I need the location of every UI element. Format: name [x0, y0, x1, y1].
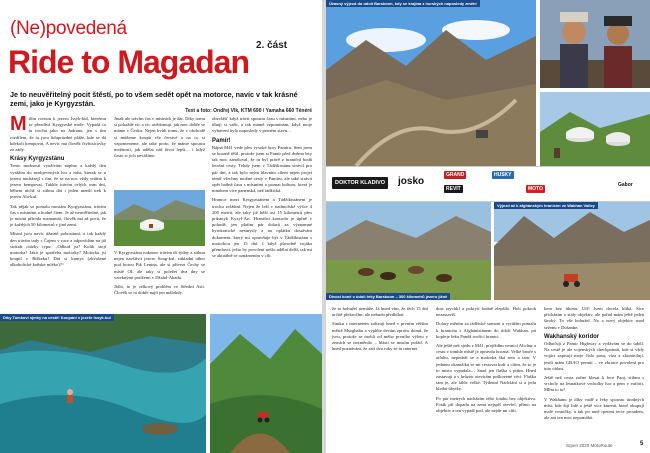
- yurt-illustration: [114, 190, 205, 246]
- horses-illustration: [326, 202, 491, 300]
- photo-caption: Úžasný výjezd do údolí Barskoon, kdy se krajina z horských naposledy změní: [326, 0, 480, 7]
- sponsor-logo: MOTO: [528, 186, 543, 192]
- lake-illustration: [0, 314, 206, 453]
- subheading: Wakhanský koridor: [544, 333, 600, 340]
- yurt-camp-photo: [540, 92, 650, 166]
- wakhan-illustration: [494, 202, 650, 300]
- text-column-r1: [332, 306, 428, 446]
- part-label: 2. část: [256, 40, 288, 51]
- mountain-road-illustration: [326, 0, 536, 166]
- paragraph: Bájná M41 vede přes vysoké hory Pamíru. Sem jsem se hrozně těšil, protože jsem si Pamír před dvěma lety tak moc zamiloval, že tu byl právě z hraniční bodů letošní cesty. Tehdy jsem v Tádžikistánu strávil pro pár dní, a tak bylo mým hlavním cílem nejen projet témiř všechny možné cesty v Pamíru, ale také strávit opět hodně času s místními a poznat kulturu, která je mnohem více panenská, než tádžická.: [212, 144, 312, 194]
- horses-photo: [326, 202, 491, 300]
- wakhan-valley-photo: [494, 202, 650, 300]
- paragraph: Dolary měním za tádžické somoni a vyrážím pomalu k hranicím s Afghánistánem do údolí Wakhan, pú kopřeje řeku Pandž tvořící hranici.: [436, 321, 536, 339]
- paragraph: Tak nějak se pomalu mostám Kyrgyzstánu, trávím čas s místními a hodně čtem. Je až neuvěřitelné, jak je místní příroda rozmanitá, člověk má až pocit, že je každých 50 kilometrů v jiné zemi.: [10, 203, 106, 228]
- article-lead: Je to neuvěřitelný pocit štěstí, po to všem sedět opět na motorce, navíc v tak krásné zemi, jako je Kyrgyzstán.: [10, 90, 298, 109]
- issue-date: Srpen 2020: [566, 443, 590, 448]
- paragraph: Hranice mezi Kyrgyzstánem a Tádžikistánem je trochu zvláštní. Nejen že leží v nadmořské výšce 4 200 metrů, ale taky již běží asi 15 kilometrů přes průsmyk Kyzyl-Art. Hraniční kontrola je úplně v pohodě, jen platím pár dolarů za významné byrokratické nesmysly a na oplátku dostávám dokument, který mi opravňuje být v Tádžikistánu s motorkou jen 15 dní. I když původně vojáka přemluvit, ježto by povolení nešlo udělat delší, tak mi se aktuálně se oznámením v cíli.: [212, 197, 312, 259]
- text-column-r3: [544, 306, 644, 440]
- right-page: [326, 0, 650, 453]
- valley-illustration: [210, 314, 322, 453]
- lake-photo: [0, 314, 206, 453]
- footer-issue: [566, 443, 613, 448]
- valley-green-photo: [210, 314, 322, 453]
- paragraph: ilím rovnou k jezeru Issyk-kul, kterému se přezdívá Kyrgyzské moře. Vypadá to tu trochu jako na Jadranu, jen s tím rozdílem, že tu jsou liduprázdné pláže, kde se dá kdekoli kempovat. A nevíc má člověk čtyřtisícovky za zády.: [10, 116, 106, 153]
- paragraph: Ještě než cesta začne klesat k řece Panj, stihnu s vrcholy na lesnatkové vrcholky hor a pem v eufórii. Mlhu to tu!: [544, 375, 644, 393]
- text-column-3: [212, 116, 312, 314]
- yurt-photo: [114, 190, 205, 246]
- paragraph: Jinak ale trávím čas v místních je dar. Díky tomu si pokaždé víc a víc uvědomuji, jak moc dobře se máme v Česku. Nejen kvůli tomu, že v obchodě si můžeme koupit vše čerstvé a na co si vzpomeneme, ale také proto, že máme spoustu možností, jak udělat náš život lepší… i když často si jich nevážíme.: [114, 116, 205, 159]
- subheading: Krásy Kyrgyzstánu: [10, 156, 65, 163]
- photo-caption: Výjezd až k afghánským hranicím ve Wakhan Valley: [494, 202, 598, 209]
- portrait-illustration: [540, 0, 650, 88]
- title-prefix: (Ne)povedená: [10, 18, 127, 39]
- yurt-camp-illustration: [540, 92, 650, 166]
- magazine-name: MotoRoute: [590, 443, 613, 448]
- dropcap: M: [10, 113, 27, 135]
- photo-caption: Díky Tomkovi sjetky na cestě! Koupání v jezeře Issyk-kul: [0, 314, 114, 321]
- sponsor-logo: DOKTOR KLADIVO: [332, 177, 388, 189]
- text-column-1: [10, 113, 106, 272]
- paragraph: Ale ještě než sjedu z M41, projíždím vesnicí Alichur a cestu v tomhle místě je opravdu hrozná. Velké bouře s atfaltu, nepodaří se a motorka šká sem a tam. V jednom okamžiku se mi cestovat kufr a cítím, že to je to místo vypadala… Snad jen flaška s pitím. Hned zastavuji a s hrůzou otevírám poškozené věci. Flaška tam je, ale láhle velké. Týdenní Nadvlání si a jedu hledat úbytky.: [436, 343, 536, 392]
- page-number: 5: [640, 441, 644, 447]
- text-column-2-bottom: [114, 250, 205, 312]
- photo-caption: Divocí koně v údolí řeky Barskoon – 300 kilometrů jezero jižně: [326, 293, 450, 300]
- paragraph: Tento možnosti využívám naplno a každý den vyrážím do neobjevených hor a míst, kterak se u jezera nacházejí s tím, že se na noc vždy vrátím k jezeru kempovat. Takhle trávím celých osm dní, během nichž si stihnu dát i jeden menší trek k jezeru Ala-kul.: [10, 163, 106, 200]
- paragraph: Po pár metrech nacházím tého fotaku bez objektivu. Foták při dopadu na zemi nejspíš otevřel, přímo na objektiv a ten vypadl pod, ale nejde mi cítit.: [436, 395, 536, 414]
- sponsor-logo: GRAND: [446, 172, 465, 178]
- sponsor-strip: [326, 166, 650, 202]
- article-title: Ride to Magadan: [8, 44, 250, 80]
- sponsor-logo: HUSKY: [494, 172, 512, 178]
- locals-portrait-photo: [540, 0, 650, 88]
- text-column-r2: [436, 306, 536, 446]
- sponsor-logo: Gabor: [618, 182, 633, 188]
- barskoon-road-photo: [326, 0, 536, 166]
- paragraph: Odbočuji z Pamir Highway a vydávám se do údolí. Na cestě je ale vojenských checkpointů, kde si vždy vojáci zapisují moje číslo pasu, víza a zkontrolují, jestli mám GBAO permit – ve zkratce povolení pro tuto oblast.: [544, 341, 644, 371]
- paragraph: dost zrychlil a pokrytí hodně zlepšilo. Holt pokrok nezastavíš.: [436, 306, 536, 318]
- sponsor-logo: josko: [398, 176, 425, 187]
- sponsor-logo: REVIT: [446, 186, 461, 192]
- subheading: Pamír!: [212, 137, 231, 144]
- article-credits: Text a foto: Ondřej Vlk, KTM 690 / Yamaha 660 Ténéré: [185, 108, 312, 114]
- paragraph: Jídlo, to je celkový problém ve Střední Asii. Člověk se tu dobře najít jen málokdy.: [114, 284, 205, 296]
- paragraph: že to bohužel nemůže. Já hned vím, že těch 15 dní určitě překročím, ale nebudu předbíhat.: [332, 306, 428, 318]
- paragraph: Místní jsou navíc úžasně pohostinní, a tak každý den trávím tady s Čajem v ruce a odpovídám na již stokrát otázky typu: „Odkud jsi? Kolik stojí motorka? Jaká je spotřeba motorky? Motorku jsi koupil v Biškeku? Dát si kumys (zkvašené alkoholické koňské mléko)?“: [10, 231, 106, 268]
- paragraph: kem bez úhonu. Uff! Jsem docela kliká. Sice přicházím o stály objektiv, ale pořád mám ještě jeden široký. To vše bohužel. No a nový objektiv snad seženu v Dušanbe.: [544, 306, 644, 330]
- paragraph: V Wakhanu je díky vodě z řeky spoustu úrodných míst, kde žijí lidé a ještě více kmenů, které okupují malé vesničky, a tak po mně rpetent tecte proudem, ale ani ten moc nepomáhá.: [544, 396, 644, 421]
- paragraph: Simku s internetem zařizuji hned v prvním větším městě Murghabu a vyplňte devám zprávu domů, že jsou, protože se mohli od mého prvního výletu v zemích se nezměnilo – hlásit se musím pořád. A hned poznávám, že zatí dva roky se tu internet: [332, 321, 428, 352]
- paragraph: V Kyrgyzstánu nakonec trávím tři týdny a stihnu nejen navštívit jezero Song-kul, základní tábor pod horou Pik Lenina, ale si přivezt Čechy se místě OL ale taky si poležet dva dny se vzteknými potížemi v Džalal-Abadu.: [114, 250, 205, 280]
- paragraph: obzvlášť když trávit spoustu času s místními, nebo je tíhnji si vařit, a tak mámě vzpomínám, když moje vybavení bylo naposledy v perném stavu…: [212, 116, 312, 134]
- left-page: [0, 0, 322, 453]
